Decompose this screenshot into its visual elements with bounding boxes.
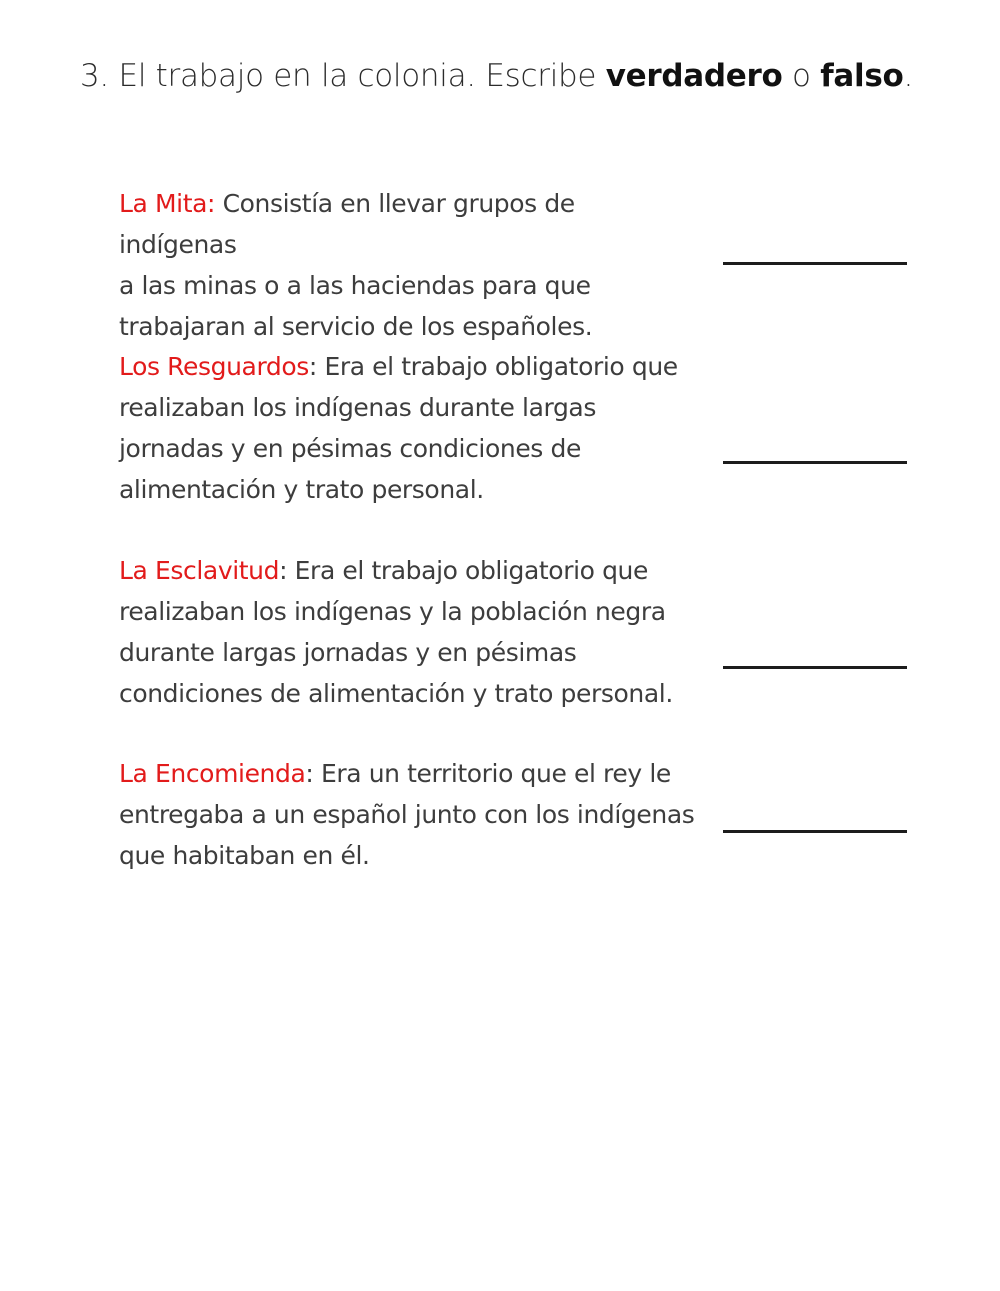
question-item-los-resguardos: [119, 346, 699, 510]
title-option-false: falso: [820, 58, 904, 94]
question-line: realizaban los indígenas durante largas: [119, 393, 596, 422]
title-connector: o: [782, 58, 821, 94]
answer-blank-la-encomienda[interactable]: [723, 830, 907, 833]
question-item-la-encomienda: [119, 753, 699, 876]
question-line: alimentación y trato personal.: [119, 475, 484, 504]
question-text: [119, 550, 699, 714]
question-line: que habitaban en él.: [119, 841, 370, 870]
answer-blank-la-mita[interactable]: [723, 262, 907, 265]
question-line: entregaba a un español junto con los indígenas: [119, 800, 695, 829]
term-label: Los Resguardos: [119, 352, 309, 381]
question-line: trabajaran al servicio de los españoles.: [119, 312, 593, 341]
title-option-true: verdadero: [605, 58, 783, 94]
definition-text: : Era un territorio que el rey le: [305, 759, 671, 788]
definition-text: : Era el trabajo obligatorio que: [308, 352, 678, 381]
question-line: [119, 753, 699, 794]
question-line: realizaban los indígenas y la población negra: [119, 597, 666, 626]
term-label: La Esclavitud: [119, 556, 280, 585]
answer-blank-los-resguardos[interactable]: [723, 461, 907, 464]
definition-text: : Era el trabajo obligatorio que: [279, 556, 648, 585]
question-text: [119, 346, 699, 510]
question-line: a las minas o a las haciendas para que: [119, 271, 591, 300]
question-line: durante largas jornadas y en pésimas: [119, 638, 577, 667]
term-label: La Encomienda: [119, 759, 306, 788]
question-line: [119, 183, 699, 265]
term-label: La Mita:: [119, 189, 216, 218]
page-title: [80, 58, 913, 94]
question-line: [119, 346, 699, 387]
question-line: condiciones de alimentación y trato personal.: [119, 679, 673, 708]
title-suffix: .: [903, 58, 914, 94]
question-item-la-esclavitud: [119, 550, 699, 714]
question-text: [119, 753, 699, 876]
definition-text: Consistía en llevar grupos de indígenas: [119, 189, 575, 259]
title-prefix: 3. El trabajo en la colonia. Escribe: [80, 58, 606, 94]
question-line: jornadas y en pésimas condiciones de: [119, 434, 581, 463]
answer-blank-la-esclavitud[interactable]: [723, 666, 907, 669]
question-line: [119, 550, 699, 591]
question-text: [119, 183, 699, 347]
question-item-la-mita: [119, 183, 699, 347]
